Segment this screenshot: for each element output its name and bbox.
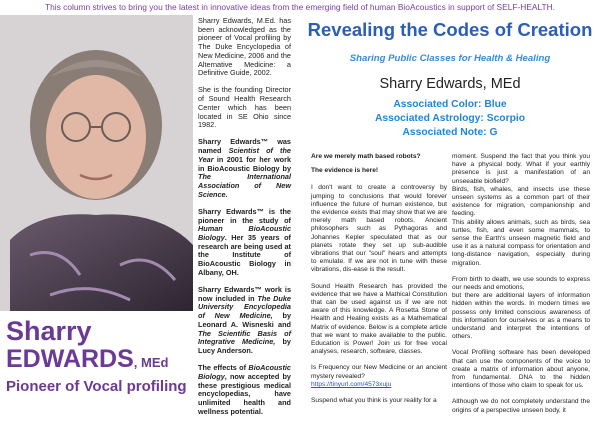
article-author: Sharry Edwards, MEd [379,76,521,92]
bio-paragraph [198,286,291,356]
bio-text: in 2001 for her work in BioAcoustic Biology by [198,154,291,173]
question-heading: Are we merely math based robots? [311,153,421,160]
article-title: Revealing the Codes of Creation [307,19,593,40]
bio-text: BioAcoustic Biology [198,363,291,381]
associated-color: Associated Color: Blue [393,99,507,110]
bio-text: Human BioAcoustic Biology [198,224,291,242]
body-paragraph: From birth to death, we use sounds to express our needs and emotions, [452,275,590,292]
associated-astrology: Associated Astrology: Scorpio [374,113,526,124]
author-portrait [0,15,193,311]
body-text: Is Frequency our New Medicine or an ancient mystery revealed? [311,364,447,380]
article-column-left [311,153,447,413]
bio-paragraph: Sharry Edwards, M.Ed. has been acknowledged as the pioneer of Vocal profiling by The Duke Encyclopedia of New Medicine, 2006 and the Alternative Medicine: a Definitive Guide, 2002. [198,16,291,78]
body-paragraph: Sound Health Research has provided the evidence that we have a Mathical Constitution that can be used against us if we are not aware of this knowledge. A Rosetta Stone of Health and Healing exists as a Mathematical Matrix of evidence. Below is a complete article that we want to make available to the public. Education is Power! Join us for free vocal analyses, research, software, classes. [311,282,447,356]
profile-last-name-text: EDWARDS [6,345,134,373]
profile-last-name [6,345,196,377]
body-paragraph: Although we do not completely understand the origins of a perspective unseen body, it [452,398,590,414]
bio-text: The Duke University Encyclopedia of New Medicine, [198,293,291,321]
profile-first-name: Sharry [6,316,92,346]
body-paragraph: I don't want to create a controversy by jumping to conclusions that would forever influence the future of human existence, but the evidence exists that may show that we are merely math based robots. Ancient philosophers such as Pythagoras and Johannes Kepler speculated that as our planets rotate they set up sub-audible vibrations that our "soul" hears and attempts to emulate. If we are not in tune with these vibrations, dis-ease is the result. [311,184,447,274]
bio-text: , now accepted by these prestigious medical encyclopedias, have unlimited health and wellness potential. [198,371,291,416]
body-paragraph: moment. Suspend the fact that you think you have a physical body. What if your earthly presence is just a manifestation of an unseeable biofield? [452,153,590,185]
bio-text: Sharry Edwards™ is the pioneer in the study of [198,206,291,225]
bio-paragraph [198,208,291,278]
bio-text: by Lucy Anderson. [198,337,291,355]
bio-text: Sharry Edwards™ work is now included in [198,284,291,303]
associated-note: Associated Note: G [402,127,498,138]
evidence-heading: The evidence is here! [311,167,379,175]
bio-text: by Leonard A. Wisneski and [198,311,291,329]
profile-credential: , MEd [133,355,169,370]
bio-paragraph: She is the founding Director of Sound Health Research Center which has been located in SE Ohio since 1982. [198,85,291,130]
body-paragraph: but there are additional layers of information hidden within the words. In modern times we possess only limited conscious awareness of this information for ourselves or as a means to understand and interpret the intentions of others. [452,292,590,341]
profile-tagline: Pioneer of Vocal profiling [6,378,187,395]
article-column-right [452,153,590,423]
header-banner: This column strives to bring you the latest in innovative ideas from the emerging field of human BioAcoustics in support of SELF-HEALTH. [44,2,556,12]
body-paragraph [311,364,447,389]
bio-text: The International Association of New Science. [198,172,291,199]
body-paragraph: Birds, fish, whales, and insects use these unseen systems as a common part of their existence for migration, companionship and feeding. [452,185,590,218]
body-paragraph: Vocal Profiling software has been developed that can use the components of the voice to create a matrix of information about anyone, from fundamental. DNA to the hidden intentions of those who claim to speak for us. [452,349,590,390]
bio-text: The Scientific Basis of Integrative Medicine, [198,328,291,347]
bio-paragraph [198,138,291,199]
bio-text: Scientist of the Year [198,146,291,164]
bio-paragraph [198,364,291,416]
bio-text: The effects of [198,363,249,373]
article-subtitle: Sharing Public Classes for Health & Healing [349,53,551,64]
article-link[interactable]: https://tinyurl.com/4573xuju [311,380,392,388]
bio-column [198,17,291,424]
bio-text: Sharry Edwards™ was named [198,137,291,156]
bio-text: . Her 35 years of research are being used at the Institute of BioAcoustic Biology in Albany, OH. [198,232,291,277]
body-paragraph: Suspend what you think is your reality for a [311,397,437,405]
body-paragraph: This ability allows animals, such as birds, sea turtles, fish, and even some mammals, to sense the Earth's unseen magnetic field and use it as a natural compass for orientation and long-distance navigation, especially during migration. [452,218,590,267]
profile-name-block [6,318,196,396]
